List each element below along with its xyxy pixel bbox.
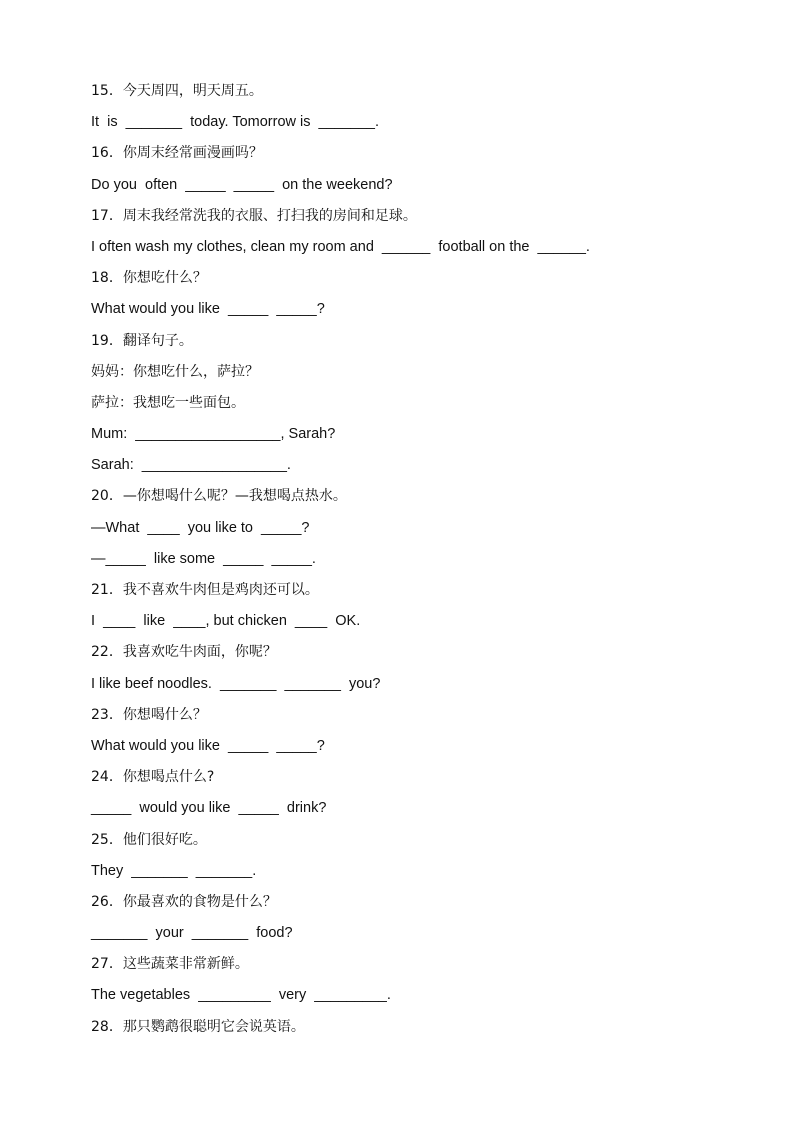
question-27-prompt: 27．这些蔬菜非常新鲜。 (91, 956, 249, 973)
question-15-answer-line: It is _______ today. Tomorrow is _______. (91, 114, 380, 131)
question-26-answer-line: _______ your _______ food? (91, 925, 293, 942)
question-26-prompt: 26．你最喜欢的食物是什么？ (91, 893, 277, 910)
question-19-dialogue-mum: 妈妈：你想吃什么，萨拉？ (91, 363, 259, 380)
question-28-prompt: 28．那只鹦鹉很聪明它会说英语。 (91, 1018, 305, 1035)
question-15-prompt: 15．今天周四，明天周五。 (91, 83, 263, 99)
question-20-prompt: 20．—你想喝什么呢？—我想喝点热水。 (91, 488, 347, 505)
question-19-dialogue-sarah: 萨拉：我想吃一些面包。 (91, 394, 245, 411)
question-18-prompt: 18．你想吃什么？ (91, 270, 207, 287)
question-25-prompt: 25．他们很好吃。 (91, 831, 207, 848)
question-20-answer-line-2: —_____ like some _____ _____. (91, 550, 316, 567)
question-16-prompt: 16．你周末经常画漫画吗？ (91, 145, 263, 162)
question-25-answer-line: They _______ _______. (91, 862, 257, 879)
question-24-prompt: 24．你想喝点什么? (91, 769, 215, 786)
question-17-answer-line: I often wash my clothes, clean my room and ______ football on the ______. (91, 238, 590, 255)
question-21-prompt: 21．我不喜欢牛肉但是鸡肉还可以。 (91, 582, 319, 598)
worksheet-page (91, 76, 731, 1043)
question-17-prompt: 17．周末我经常洗我的衣服、打扫我的房间和足球。 (91, 207, 417, 224)
question-27-answer-line: The vegetables _________ very _________. (91, 987, 391, 1004)
question-19-answer-sarah: Sarah: __________________. (91, 457, 291, 474)
question-23-prompt: 23．你想喝什么？ (91, 706, 207, 723)
question-19-answer-mum: Mum: __________________, Sarah? (91, 426, 336, 443)
question-19-prompt: 19．翻译句子。 (91, 332, 193, 349)
question-23-answer-line: What would you like _____ _____? (91, 737, 325, 754)
question-21-answer-line: I ____ like ____, but chicken ____ OK. (91, 613, 361, 630)
question-24-answer-line: _____ would you like _____ drink? (91, 800, 327, 817)
question-22-answer-line: I like beef noodles. _______ _______ you? (91, 675, 381, 692)
question-16-answer-line: Do you often _____ _____ on the weekend? (91, 176, 393, 193)
question-18-answer-line: What would you like _____ _____? (91, 301, 325, 318)
question-22-prompt: 22．我喜欢吃牛肉面，你呢？ (91, 644, 277, 661)
question-20-answer-line-1: —What ____ you like to _____? (91, 519, 310, 536)
